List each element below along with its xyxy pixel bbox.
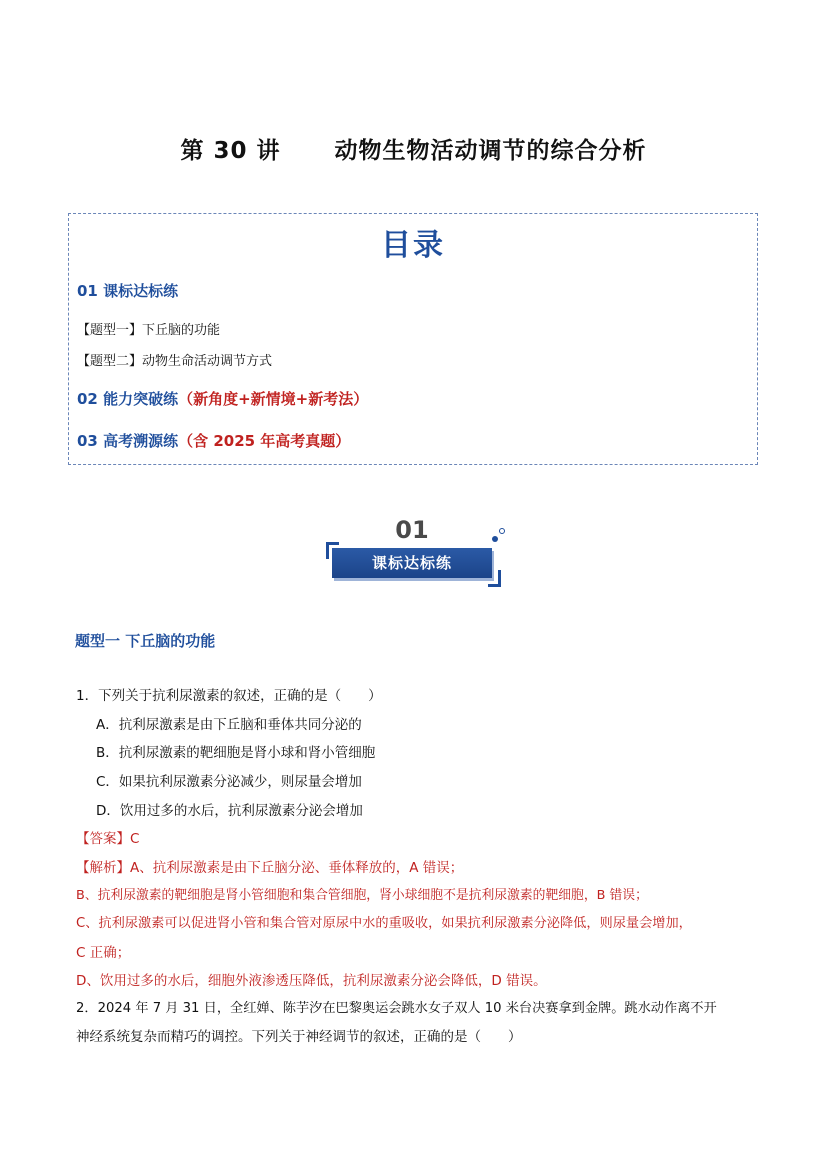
question-1-explanation-3: C、抗利尿激素可以促进肾小管和集合管对原尿中水的重吸收，如果抗利尿激素分泌降低，则尿量会增加， — [76, 916, 692, 931]
question-1-explanation-1: 【解析】A、抗利尿激素是由下丘脑分泌、垂体释放的，A 错误； — [76, 860, 464, 876]
badge-label: 课标达标练 — [332, 548, 492, 578]
question-1-explanation-4: C 正确； — [76, 945, 131, 961]
toc-section-3-note: （含 2025 年高考真题） — [178, 432, 351, 450]
question-1-option-a: A．抗利尿激素是由下丘脑和垂体共同分泌的 — [96, 717, 362, 733]
toc-section-2 — [77, 388, 368, 409]
question-2-stem-line-2: 神经系统复杂而精巧的调控。下列关于神经调节的叙述，正确的是（ ） — [76, 1029, 522, 1045]
question-1-answer: 【答案】C — [76, 831, 140, 847]
toc-section-2-label: 02 能力突破练 — [77, 390, 179, 408]
toc-section-2-note: （新角度+新情境+新考法） — [178, 390, 369, 408]
question-1-stem: 1．下列关于抗利尿激素的叙述，正确的是（ ） — [76, 688, 382, 704]
section-badge — [324, 514, 504, 586]
bracket-decoration-right — [488, 570, 501, 587]
question-1-explanation-5: D、饮用过多的水后，细胞外液渗透压降低，抗利尿激素分泌会降低，D 错误。 — [76, 973, 547, 989]
table-of-contents — [68, 213, 758, 465]
ring-decoration — [499, 528, 505, 534]
toc-section-1: 01 课标达标练 — [77, 282, 179, 300]
question-1-explanation-2: B、抗利尿激素的靶细胞是肾小管细胞和集合管细胞，肾小球细胞不是抗利尿激素的靶细胞，B 错误； — [76, 888, 648, 903]
toc-heading: 目录 — [381, 228, 445, 263]
question-1-option-c: C．如果抗利尿激素分泌减少，则尿量会增加 — [96, 774, 362, 790]
question-1-option-b: B．抗利尿激素的靶细胞是肾小球和肾小管细胞 — [96, 745, 376, 761]
toc-subitem-1: 【题型一】下丘脑的功能 — [77, 323, 221, 338]
toc-section-3-label: 03 高考溯源练 — [77, 432, 179, 450]
dot-decoration — [492, 536, 498, 542]
section-title: 题型一 下丘脑的功能 — [75, 632, 216, 650]
toc-subitem-2: 【题型二】动物生命活动调节方式 — [77, 354, 273, 369]
toc-section-3 — [77, 430, 350, 451]
page-title: 第 30 讲 动物生物活动调节的综合分析 — [180, 138, 647, 164]
question-1-option-d: D．饮用过多的水后，抗利尿激素分泌会增加 — [96, 803, 363, 819]
badge-number: 01 — [395, 516, 429, 544]
question-2-stem-line-1: 2．2024 年 7 月 31 日，全红婵、陈芋汐在巴黎奥运会跳水女子双人 10 米台决赛拿到金牌。跳水动作离不开 — [76, 1001, 717, 1016]
